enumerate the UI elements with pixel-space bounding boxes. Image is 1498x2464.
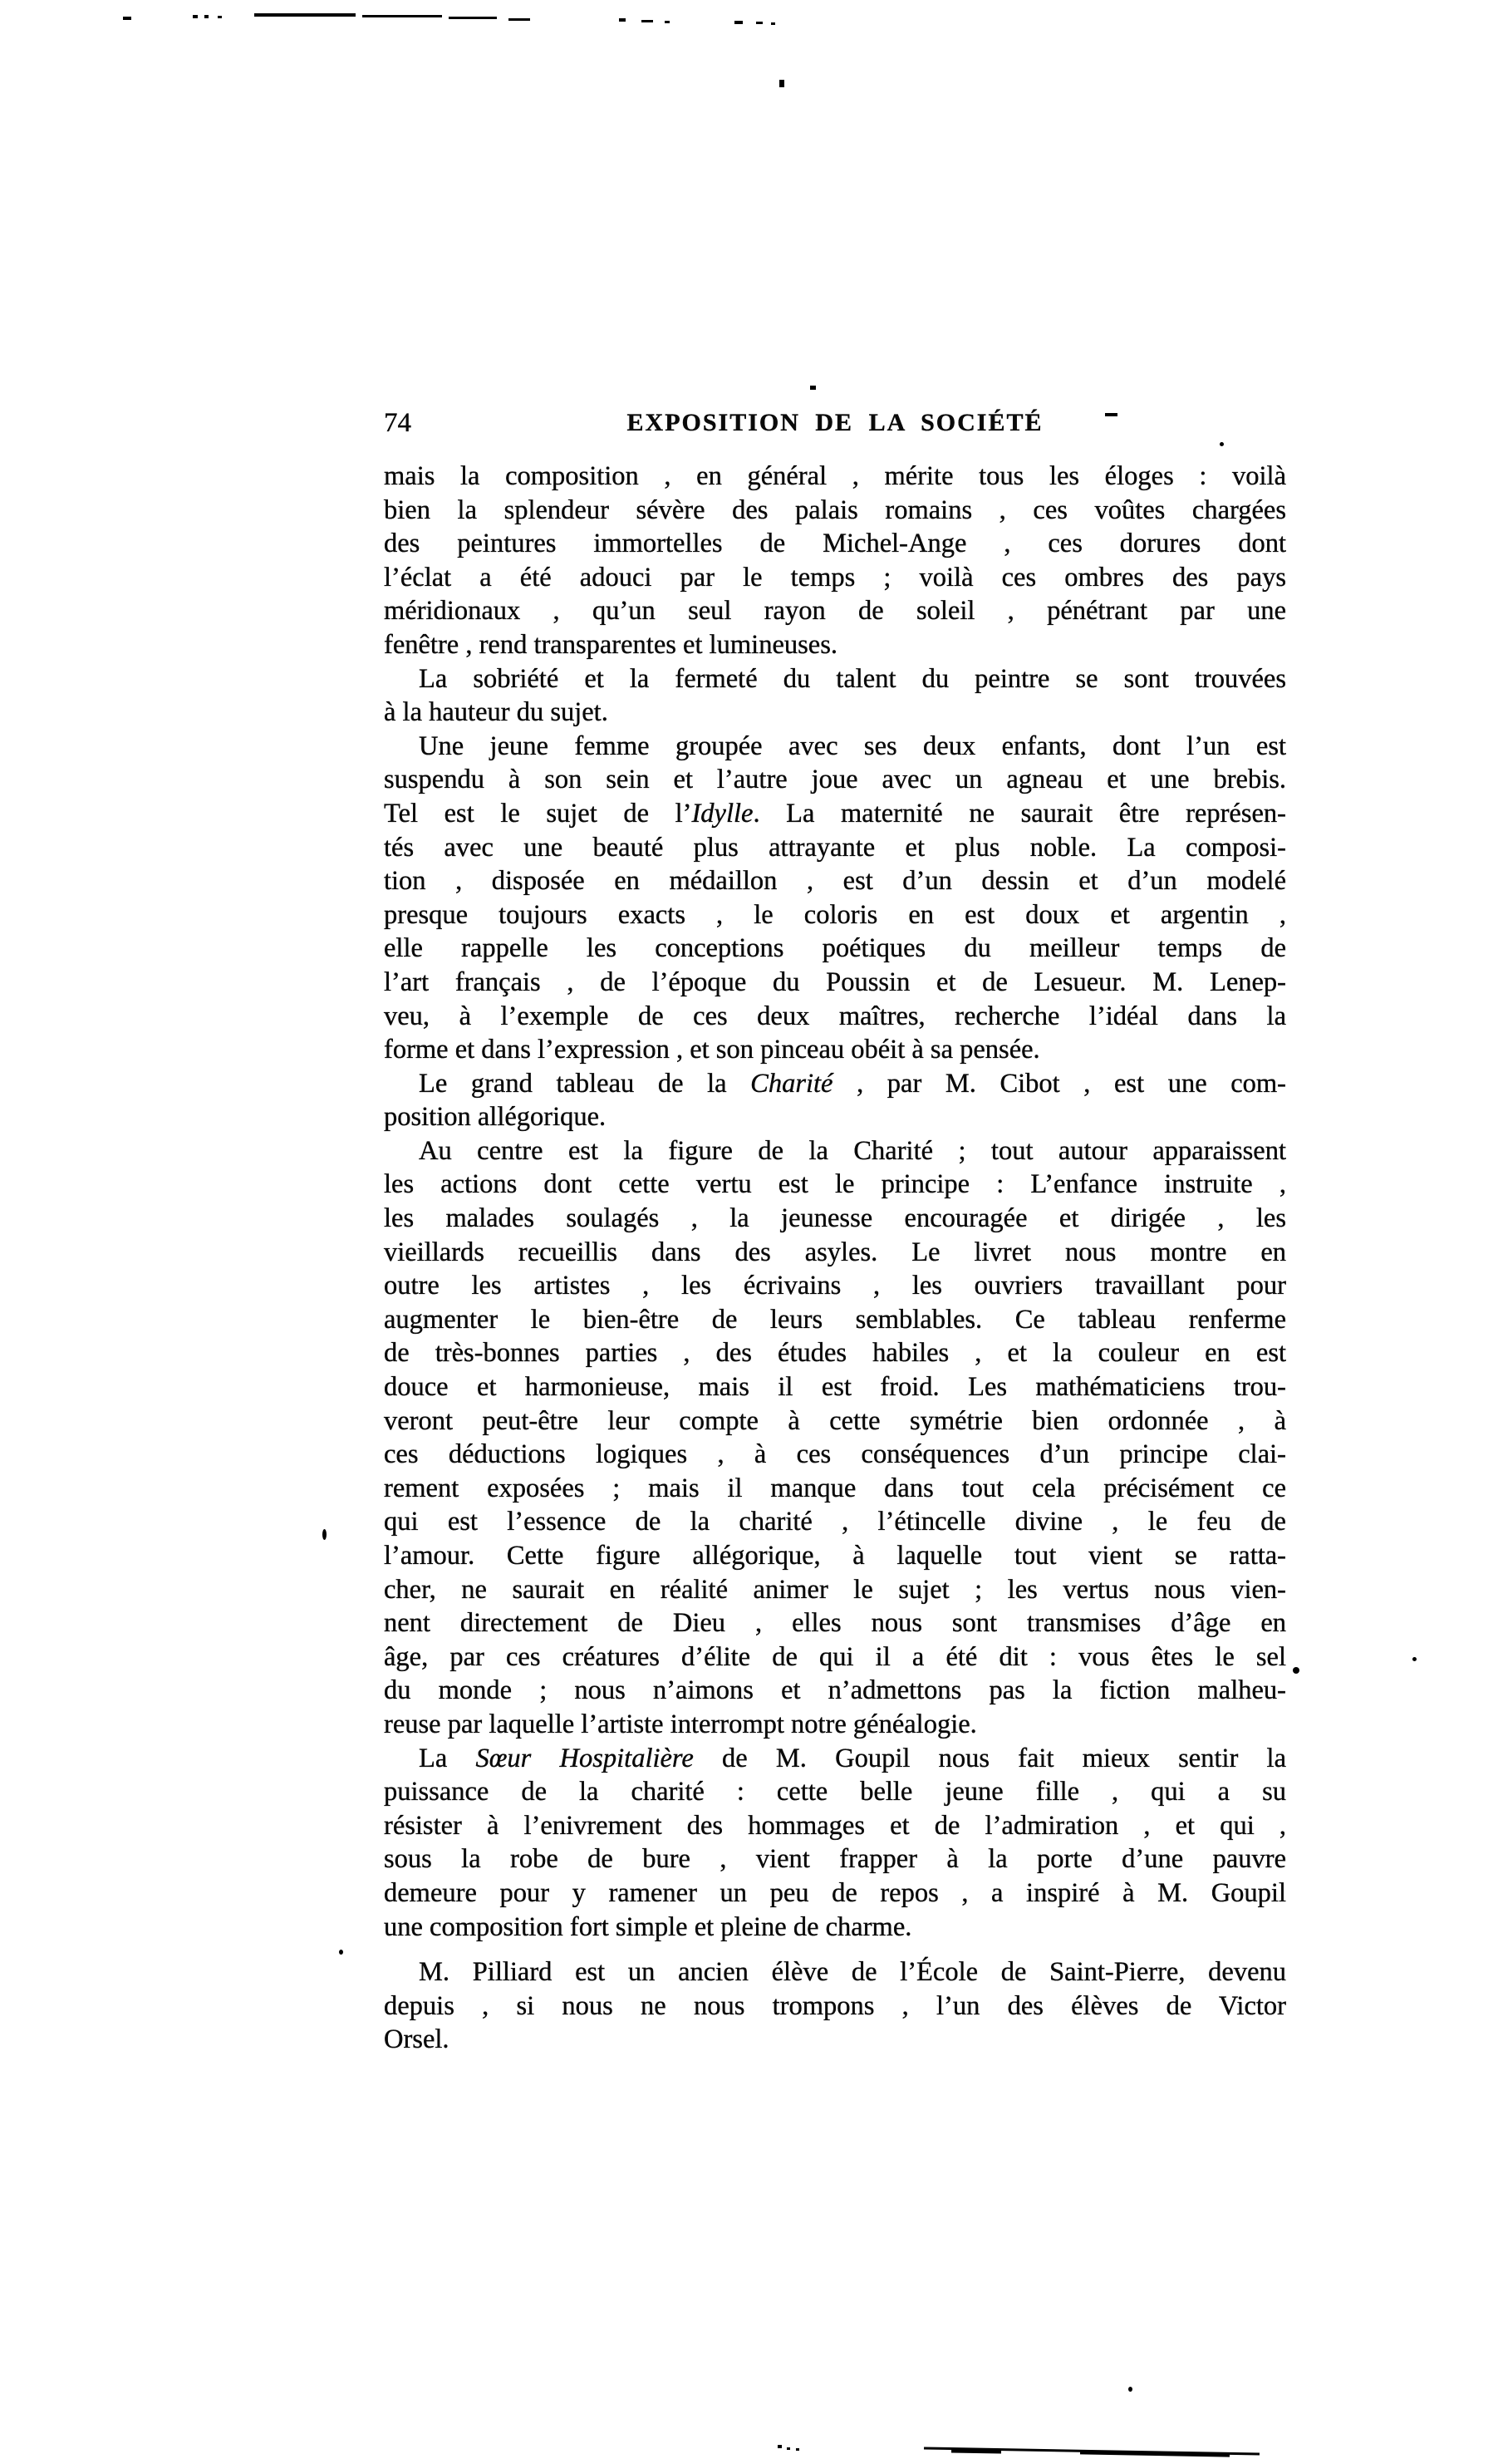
text-line: Une jeune femme groupée avec ses deux enfants, dont l’un est — [419, 730, 1286, 761]
text-line: suspendu à son sein et l’autre joue avec un agneau et une brebis. — [384, 765, 1286, 795]
scan-artifact — [756, 22, 763, 24]
scan-artifact — [619, 18, 626, 22]
text-line: nent directement de Dieu , elles nous sont transmises d’âge en — [384, 1608, 1286, 1639]
scan-artifact — [1412, 1657, 1417, 1661]
text-line: résister à l’enivrement des hommages et de l’admiration , et qui , — [384, 1810, 1286, 1841]
italic-title: Idylle — [691, 798, 754, 829]
scan-artifact — [641, 20, 653, 22]
body-text — [384, 460, 1286, 2057]
scan-artifact — [449, 17, 497, 19]
scan-artifact — [778, 2445, 782, 2448]
text-line: Tel est le sujet de l’Idylle. La maternité ne saurait être représen- — [384, 798, 1286, 829]
text-line: La sobriété et la fermeté du talent du peintre se sont trouvées — [419, 663, 1286, 694]
text-line: les malades soulagés , la jeunesse encouragée et dirigée , les — [384, 1203, 1286, 1234]
scan-artifact — [924, 2447, 1260, 2455]
text-line: l’art français , de l’époque du Poussin et de Lesueur. M. Lenep- — [384, 966, 1286, 997]
text-line: l’amour. Cette figure allégorique, à laquelle tout vient se ratta- — [384, 1541, 1286, 1571]
scan-artifact — [339, 1950, 343, 1955]
text-line: ces déductions logiques , à ces conséquences d’un principe clai- — [384, 1439, 1286, 1470]
text-line: presque toujours exacts , le coloris en est doux et argentin , — [384, 899, 1286, 930]
paragraph — [384, 730, 1286, 1067]
scan-artifact — [193, 15, 198, 18]
text-line: veront peut-être leur compte à cette symétrie bien ordonnée , à — [384, 1405, 1286, 1436]
text-line: du monde ; nous n’aimons et n’admettons pas la fiction malheu- — [384, 1675, 1286, 1706]
text-line: Le grand tableau de la Charité , par M. Cibot , est une com- — [419, 1068, 1286, 1099]
text-line: outre les artistes , les écrivains , les ouvriers travaillant pour — [384, 1271, 1286, 1301]
text-line: sous la robe de bure , vient frapper à la porte d’une pauvre — [384, 1844, 1286, 1875]
page-number: 74 — [384, 408, 411, 438]
text-line: reuse par laquelle l’artiste interrompt notre généalogie. — [384, 1709, 977, 1739]
text-line: elle rappelle les conceptions poétiques du meilleur temps de — [384, 933, 1286, 964]
paragraph — [384, 460, 1286, 662]
paragraph — [384, 1955, 1286, 2057]
scan-artifact — [254, 13, 356, 17]
scan-artifact — [665, 21, 670, 23]
text-line: âge, par ces créatures d’élite de qui il a été dit : vous êtes le sel — [384, 1641, 1286, 1672]
italic-title: Sœur Hospitalière — [475, 1743, 694, 1773]
text-line: puissance de la charité : cette belle jeune fille , qui a su — [384, 1777, 1286, 1807]
text-line: rement exposées ; mais il manque dans tout cela précisément ce — [384, 1473, 1286, 1503]
scan-artifact — [123, 17, 131, 20]
paragraph — [384, 1742, 1286, 1945]
text-line: des peintures immortelles de Michel-Ange , ces dorures dont — [384, 529, 1286, 559]
text-line: M. Pilliard est un ancien élève de l’École de Saint-Pierre, devenu — [419, 1957, 1286, 1988]
text-line: bien la splendeur sévère des palais romains , ces voûtes chargées — [384, 494, 1286, 525]
scan-artifact — [218, 16, 222, 18]
text-line: qui est l’essence de la charité , l’étincelle divine , le feu de — [384, 1507, 1286, 1537]
running-head: EXPOSITION DE LA SOCIÉTÉ — [626, 409, 1044, 436]
text-line: vieillards recueillis dans des asyles. Le livret nous montre en — [384, 1237, 1286, 1267]
paragraph — [384, 1134, 1286, 1742]
text-line: Au centre est la figure de la Charité ; tout autour apparaissent — [419, 1135, 1286, 1166]
text-line: une composition fort simple et pleine de charme. — [384, 1911, 912, 1942]
text-line: tés avec une beauté plus attrayante et plus noble. La composi- — [384, 832, 1286, 863]
text-line: les actions dont cette vertu est le principe : L’enfance instruite , — [384, 1169, 1286, 1200]
text-line: fenêtre , rend transparentes et lumineuses. — [384, 629, 837, 660]
scan-artifact — [787, 2447, 790, 2450]
scan-artifact — [1080, 2450, 1230, 2457]
scan-artifact — [810, 386, 816, 390]
text-line: à la hauteur du sujet. — [384, 697, 608, 728]
text-line: augmenter le bien-être de leurs semblables. Ce tableau renferme — [384, 1304, 1286, 1335]
text-line: de très-bonnes parties , des études habiles , et la couleur en est — [384, 1338, 1286, 1369]
paragraph — [384, 1067, 1286, 1134]
text-line: l’éclat a été adouci par le temps ; voilà ces ombres des pays — [384, 562, 1286, 593]
text-line: cher, ne saurait en réalité animer le sujet ; les vertus nous vien- — [384, 1574, 1286, 1605]
text-line: forme et dans l’expression , et son pinceau obéit à sa pensée. — [384, 1035, 1040, 1065]
scan-artifact — [322, 1529, 327, 1540]
scan-artifact — [1293, 1667, 1299, 1674]
scan-artifact — [771, 22, 775, 25]
scan-artifact — [1128, 2387, 1132, 2392]
text-line: position allégorique. — [384, 1102, 607, 1133]
page-header — [384, 406, 1286, 443]
italic-title: Charité — [750, 1068, 833, 1099]
scan-artifact — [362, 15, 442, 17]
scan-artifact — [508, 18, 530, 21]
paragraph — [384, 662, 1286, 730]
text-line: méridionaux , qu’un seul rayon de soleil , pénétrant par une — [384, 596, 1286, 627]
text-line: mais la composition , en général , mérite tous les éloges : voilà — [384, 461, 1286, 491]
scan-artifact — [204, 15, 209, 18]
scan-artifact — [951, 2449, 1001, 2453]
text-line: douce et harmonieuse, mais il est froid. Les mathématiciens trou- — [384, 1372, 1286, 1403]
text-line: tion , disposée en médaillon , est d’un dessin et d’un modelé — [384, 866, 1286, 897]
scan-artifact — [779, 80, 784, 87]
text-line: demeure pour y ramener un peu de repos , a inspiré à M. Goupil — [384, 1877, 1286, 1908]
text-line: La Sœur Hospitalière de M. Goupil nous fait mieux sentir la — [419, 1743, 1286, 1773]
text-line: depuis , si nous ne nous trompons , l’un des élèves de Victor — [384, 1990, 1286, 2021]
scan-artifact — [796, 2448, 799, 2451]
scan-artifact — [734, 21, 743, 24]
text-line: Orsel. — [384, 2024, 449, 2055]
text-line: veu, à l’exemple de ces deux maîtres, recherche l’idéal dans la — [384, 1001, 1286, 1031]
